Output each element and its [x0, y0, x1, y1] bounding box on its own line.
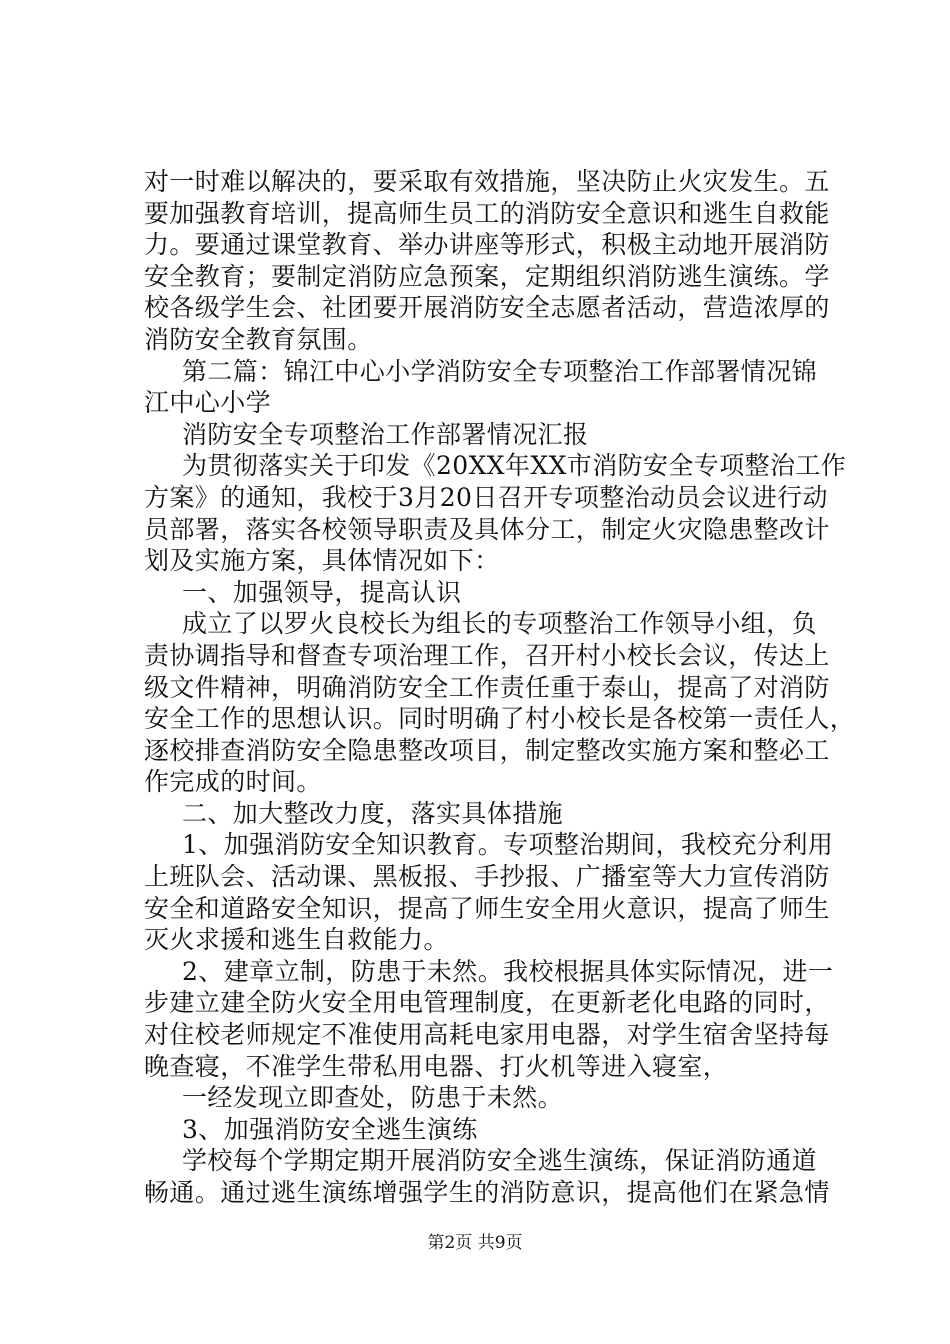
page-number: 第2页 共9页	[427, 1233, 523, 1253]
text-line: 对一时难以解决的，要采取有效措施，坚决防止火灾发生。五	[144, 167, 830, 196]
text-line: 消防安全教育氛围。	[144, 324, 373, 354]
text-line: 作完成的时间。	[144, 767, 322, 797]
text-line: 1、加强消防安全知识教育。专项整治期间，我校充分利用	[182, 830, 834, 860]
text-line: 安全教育；要制定消防应急预案，定期组织消防逃生演练。学	[144, 261, 830, 291]
subheading: 一、加强领导，提高认识	[182, 577, 462, 607]
text-line: 步建立建全防火安全用电管理制度，在更新老化电路的同时，	[144, 988, 830, 1018]
text-line: 安全和道路安全知识，提高了师生安全用火意识，提高了师生	[144, 893, 830, 923]
text-line: 2、建章立制，防患于未然。我校根据具体实际情况，进一	[182, 956, 834, 986]
report-title: 消防安全专项整治工作部署情况汇报	[182, 419, 589, 449]
text-line: 级文件精神，明确消防安全工作责任重于泰山，提高了对消防	[144, 672, 830, 702]
section-heading: 第二篇：锦江中心小学消防安全专项整治工作部署情况锦	[182, 356, 818, 386]
text-line: 员部署，落实各校领导职责及具体分工，制定火灾隐患整改计	[144, 514, 830, 544]
page-footer	[0, 1232, 950, 1254]
text-line: 灭火求援和逃生自救能力。	[144, 925, 449, 955]
text-line: 方案》的通知，我校于3月20日召开专项整治动员会议进行动	[144, 482, 828, 512]
text-line: 学校每个学期定期开展消防安全逃生演练，保证消防通道	[182, 1146, 818, 1176]
text-line: 逐校排查消防安全隐患整改项目，制定整改实施方案和整必工	[144, 735, 830, 765]
text-line: 对住校老师规定不准使用高耗电家用电器，对学生宿舍坚持每	[144, 1020, 830, 1050]
text-line: 划及实施方案，具体情况如下：	[144, 546, 500, 576]
text-line: 一经发现立即查处，防患于未然。	[182, 1083, 564, 1113]
text-line: 为贯彻落实关于印发《20XX年XX市消防安全专项整治工作	[182, 451, 847, 481]
document-body	[144, 166, 856, 1209]
text-line: 要加强教育培训，提高师生员工的消防安全意识和逃生自救能	[144, 198, 830, 228]
subheading: 二、加大整改力度，落实具体措施	[182, 798, 564, 828]
text-line: 校各级学生会、社团要开展消防安全志愿者活动，营造浓厚的	[144, 293, 830, 323]
text-line: 力。要通过课堂教育、举办讲座等形式，积极主动地开展消防	[144, 230, 830, 260]
text-line: 晚查寝，不准学生带私用电器、打火机等进入寝室，	[144, 1051, 729, 1081]
subheading: 3、加强消防安全逃生演练	[182, 1114, 478, 1144]
text-line: 责协调指导和督查专项治理工作，召开村小校长会议，传达上	[144, 640, 830, 670]
text-line: 成立了以罗火良校长为组长的专项整治工作领导小组，负	[182, 609, 818, 639]
text-line: 畅通。通过逃生演练增强学生的消防意识，提高他们在紧急情	[144, 1178, 830, 1207]
text-line: 安全工作的思想认识。同时明确了村小校长是各校第一责任人，	[144, 704, 856, 734]
section-heading-continued: 江中心小学	[144, 388, 272, 418]
text-line: 上班队会、活动课、黑板报、手抄报、广播室等大力宣传消防	[144, 862, 830, 892]
